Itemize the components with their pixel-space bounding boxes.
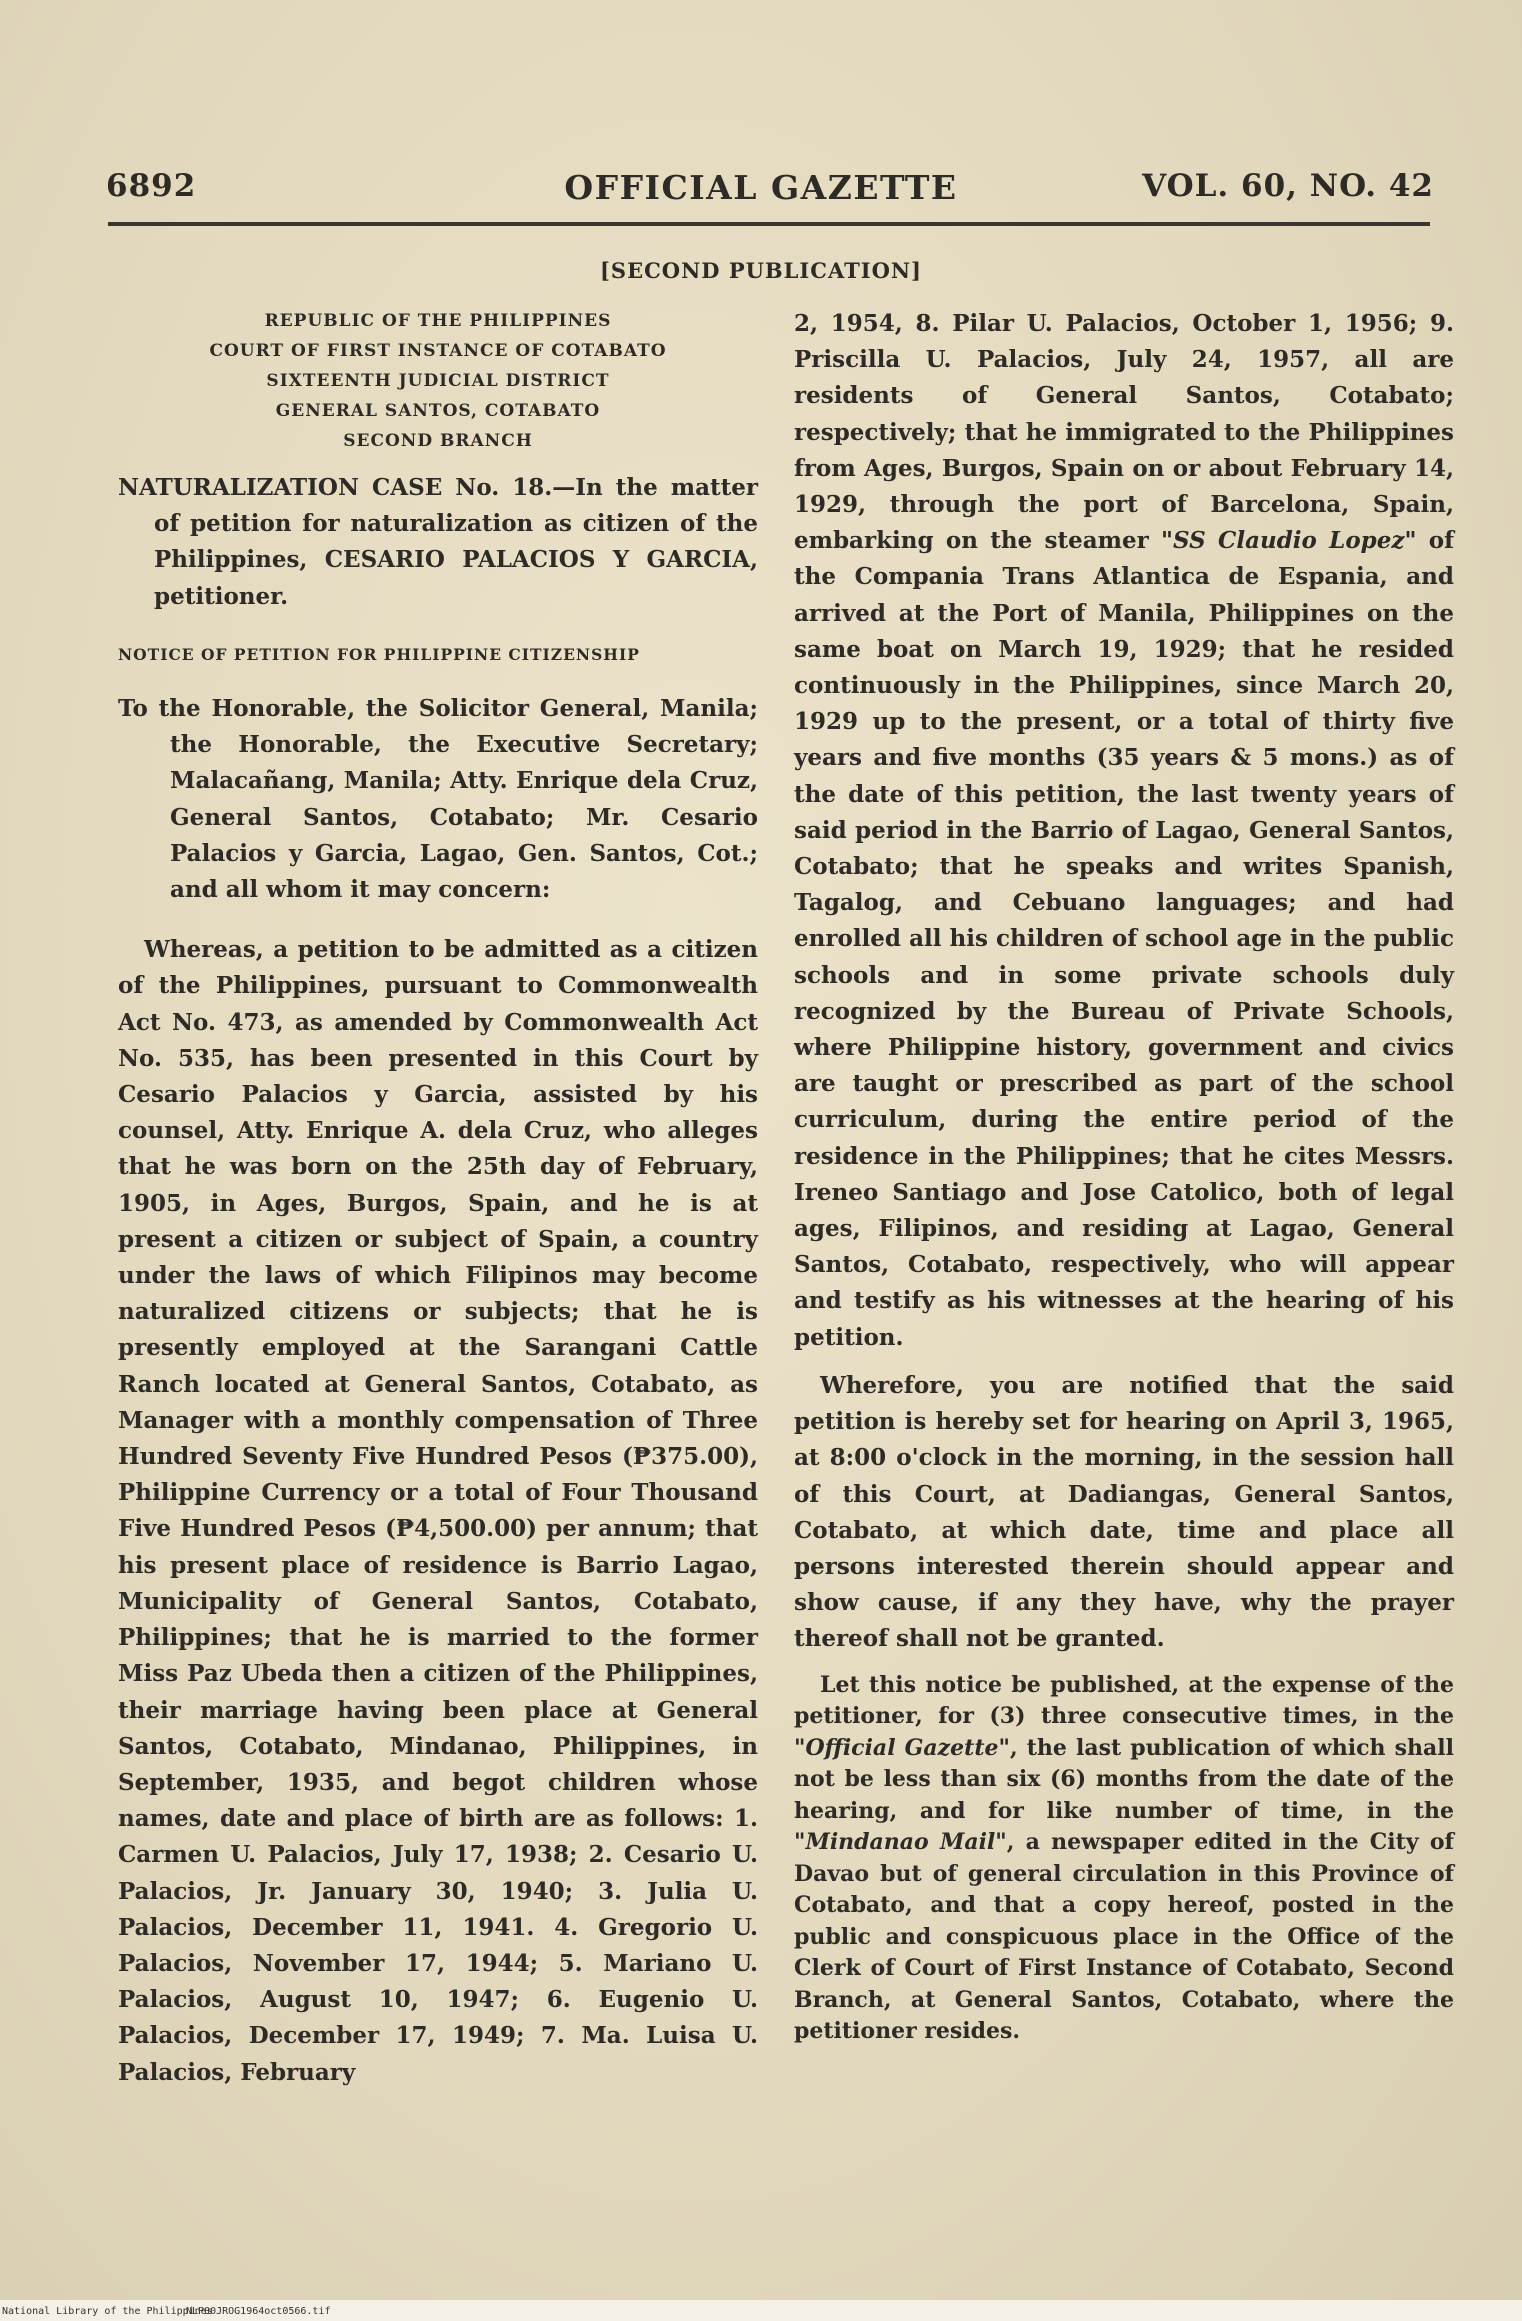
header-rule bbox=[108, 222, 1430, 226]
footer-file: NLP00JROG1964oct0566.tif bbox=[186, 2306, 331, 2317]
court-line: GENERAL SANTOS, COTABATO bbox=[275, 401, 601, 421]
court-line: SIXTEENTH JUDICIAL DISTRICT bbox=[266, 371, 610, 391]
case-caption-end: , petitioner. bbox=[154, 546, 758, 610]
newspaper-name: "Mindanao Mail" bbox=[794, 1829, 1007, 1856]
case-caption-text: —In the matter of petition for naturalization as citizen of the Philippines, bbox=[154, 474, 759, 574]
gazette-title: OFFICIAL GAZETTE bbox=[564, 168, 958, 207]
footer-library: National Library of the Philippines bbox=[2, 2306, 213, 2317]
left-column bbox=[118, 306, 758, 2091]
steamer-name: "SS Claudio Lopez" bbox=[1161, 527, 1417, 555]
publish-text-3: , a newspaper edited in the City of Davao but of general circulation in this Province of Cotabato, and that a copy hereof, posted in the public and conspicuous place in the Office of the Clerk of Court of First Instance of Cotabato, Second Branch, at General Santos, Cotabato, where the petitioner resides. bbox=[794, 1829, 1454, 2045]
publish-text-2: , the last publication of which shall not be less than six (6) months from the date of the hearing, and for like number of time, in the bbox=[794, 1734, 1454, 1824]
court-heading bbox=[118, 306, 758, 456]
gazette-name: "Official Gazette" bbox=[794, 1734, 1010, 1761]
right-column bbox=[794, 306, 1454, 2048]
petitioner-name: CESARIO PALACIOS Y GARCIA bbox=[324, 546, 750, 574]
volume-number: VOL. 60, NO. 42 bbox=[1142, 168, 1434, 204]
publication-banner: [SECOND PUBLICATION] bbox=[599, 258, 922, 283]
addressees: To the Honorable, the Solicitor General, Manila; the Honorable, the Executive Secretary; Malacañang, Manila; Atty. Enrique dela Cruz, General Santos, Cotabato; Mr. Cesario Palacios y Garcia, Lagao, Gen. Santos, Cot.; and all whom it may concern: bbox=[118, 695, 758, 904]
case-number: CASE No. 18. bbox=[372, 474, 553, 501]
continued-text: 2, 1954, 8. Pilar U. Palacios, October 1, 1956; 9. Priscilla U. Palacios, July 24, 1957, all are residents of General Santos, Cotabato; respectively; that he immigrated to the Philippines from Ages, Burgos, Spain on or about February 14, 1929, through the port of Barcelona, Spain, embarking on the steamer bbox=[794, 310, 1454, 555]
page-number: 6892 bbox=[106, 168, 197, 204]
case-label: NATURALIZATION bbox=[118, 474, 359, 501]
case-caption bbox=[118, 470, 758, 615]
court-line: COURT OF FIRST INSTANCE OF COTABATO bbox=[209, 341, 667, 361]
continued-paragraph bbox=[794, 306, 1454, 1356]
court-line: REPUBLIC OF THE PHILIPPINES bbox=[264, 311, 612, 331]
publication-paragraph bbox=[794, 1670, 1454, 2048]
whereas-paragraph: Whereas, a petition to be admitted as a citizen of the Philippines, pursuant to Commonwealth Act No. 473, as amended by Commonwealth Act No. 535, has been presented in this Court by Cesario Palacios y Garcia, assisted by his counsel, Atty. Enrique A. dela Cruz, who alleges that he was born on the 25th day of February, 1905, in Ages, Burgos, Spain, and he is at present a citizen or subject of Spain, a country under the laws of which Filipinos may become naturalized citizens or subjects; that he is presently employed at the Sarangani Cattle Ranch located at General Santos, Cotabato, as Manager with a monthly compensation of Three Hundred Seventy Five Hundred Pesos (₱375.00), Philippine Currency or a total of Four Thousand Five Hundred Pesos (₱4,500.00) per annum; that his present place of residence is Barrio Lagao, Municipality of General Santos, Cotabato, Philippines; that he is married to the former Miss Paz Ubeda then a citizen of the Philippines, their marriage having been place at General Santos, Cotabato, Mindanao, Philippines, in September, 1935, and begot children whose names, date and place of birth are as follows: 1. Carmen U. Palacios, July 17, 1938; 2. Cesario U. Palacios, Jr. January 30, 1940; 3. Julia U. Palacios, December 11, 1941. 4. Gregorio U. Palacios, November 17, 1944; 5. Mariano U. Palacios, August 10, 1947; 6. Eugenio U. Palacios, December 17, 1949; 7. Ma. Luisa U. Palacios, February bbox=[118, 936, 758, 2086]
publish-text-1: Let this notice be published, at the expense of the petitioner, for (3) three consecutive times, in the bbox=[794, 1671, 1454, 1730]
court-line: SECOND BRANCH bbox=[343, 431, 533, 451]
continued-text-2: of the Compania Trans Atlantica de Espania, and arrived at the Port of Manila, Philippines on the same boat on March 19, 1929; that he resided continuously in the Philippines, since March 20, 1929 up to the present, or a total of thirty five years and five months (35 years & 5 mons.) as of the date of this petition, the last twenty years of said period in the Barrio of Lagao, General Santos, Cotabato; that he speaks and writes Spanish, Tagalog, and Cebuano languages; and had enrolled all his children of school age in the public schools and in some private schools duly recognized by the Bureau of Private Schools, where Philippine history, government and civics are taught or prescribed as part of the school curriculum, during the entire period of the residence in the Philippines; that he cites Messrs. Ireneo Santiago and Jose Catolico, both of legal ages, Filipinos, and residing at Lagao, General Santos, Cotabato, respectively, who will appear and testify as his witnesses at the hearing of his petition. bbox=[794, 527, 1454, 1351]
wherefore-paragraph: Wherefore, you are notified that the said petition is hereby set for hearing on April 3, 1965, at 8:00 o'clock in the morning, in the session hall of this Court, at Dadiangas, General Santos, Cotabato, at which date, time and place all persons interested therein should appear and show cause, if any they have, why the prayer thereof shall not be granted. bbox=[794, 1371, 1454, 1653]
notice-heading: NOTICE OF PETITION FOR PHILIPPINE CITIZENSHIP bbox=[118, 644, 640, 664]
